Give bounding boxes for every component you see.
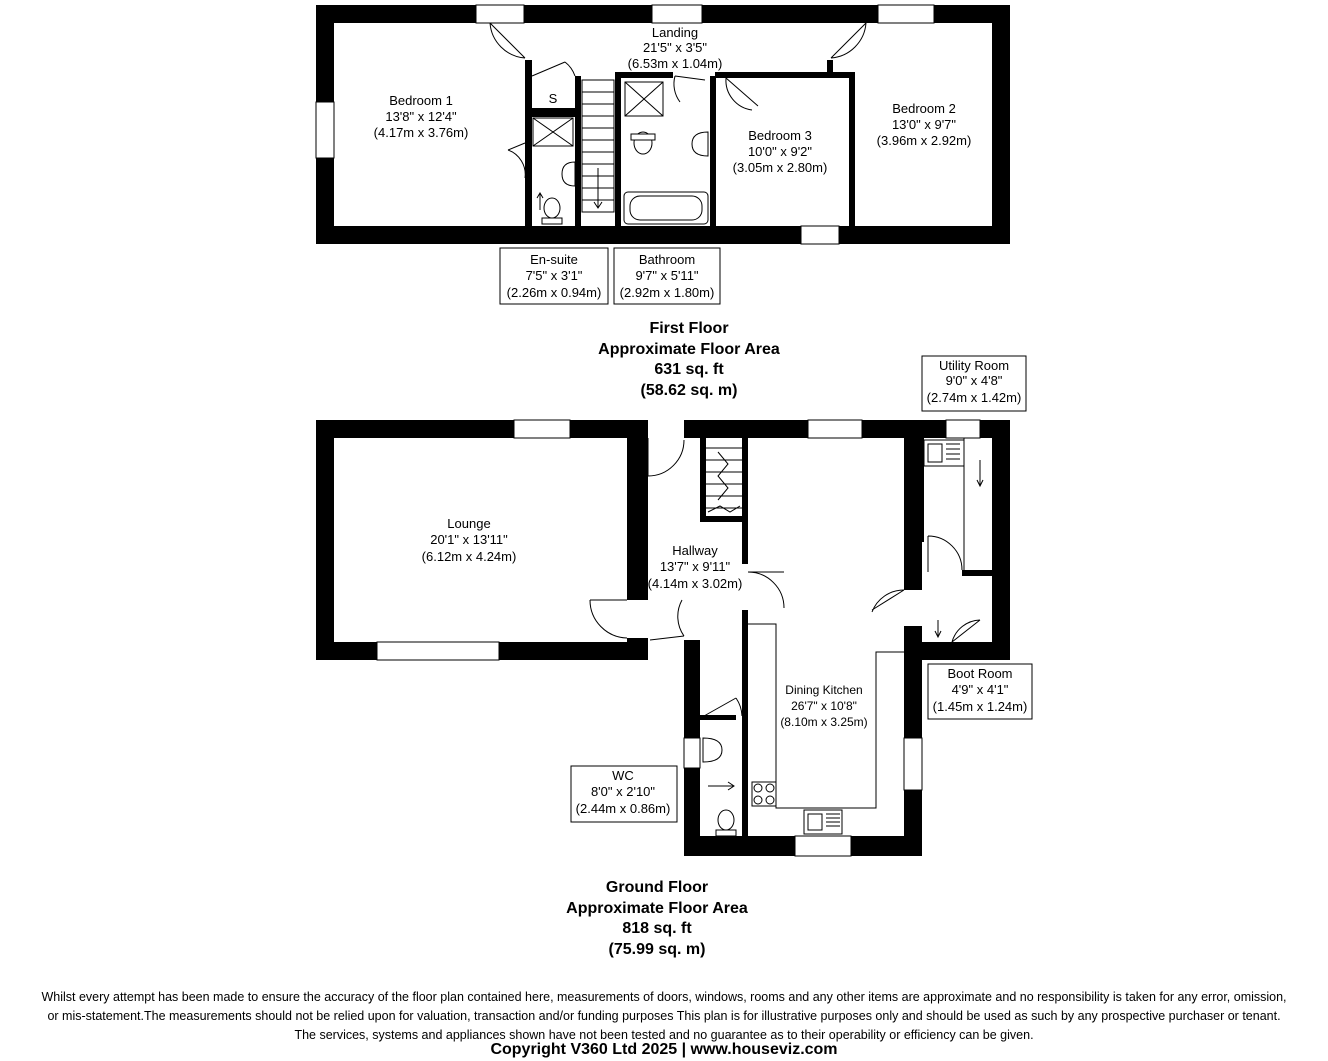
room-ensuite	[500, 248, 608, 304]
bootroom-imperial: 4'9" x 4'1"	[951, 682, 1009, 697]
room-wc	[571, 766, 677, 822]
disclaimer-line-2: or mis-statement.The measurements should not be relied upon for valuation, transaction and/or funding purposes This plan is for illustrative purposes only and should be used as such by any prospective purchaser or tenant.	[47, 1009, 1281, 1023]
ground-floor-stairs	[700, 436, 742, 522]
first-floor-wall-bed3-right	[849, 76, 855, 226]
door-lounge	[590, 600, 627, 638]
ensuite-imperial: 7'5" x 3'1"	[525, 268, 583, 283]
disclaimer	[0, 988, 1328, 1045]
door-external	[952, 620, 980, 642]
utility-wall-top-left	[922, 420, 946, 438]
door-bathroom	[674, 76, 705, 102]
hallway-kitchen-divider-upper	[742, 436, 748, 564]
first-floor-wall-landing-right	[715, 72, 855, 78]
bedroom1-name: Bedroom 1	[389, 93, 453, 108]
lounge-wall-left	[316, 420, 334, 660]
dining-kitchen-metric: (8.10m x 3.25m)	[780, 715, 868, 729]
bedroom2-metric: (3.96m x 2.92m)	[876, 133, 972, 148]
hallway-metric: (4.14m x 3.02m)	[647, 576, 743, 591]
first-floor-area-sqm: (58.62 sq. m)	[640, 382, 738, 399]
bedroom3-metric: (3.05m x 2.80m)	[732, 160, 828, 175]
first-floor-wall-bottom	[316, 226, 1010, 244]
ground-floor-area-sqm: (75.99 sq. m)	[608, 941, 706, 958]
first-floor-wall-ensuite-top	[532, 112, 575, 117]
first-floor-area-sqft: 631 sq. ft	[654, 361, 724, 378]
bedroom1-metric: (4.17m x 3.76m)	[373, 125, 469, 140]
wc-imperial: 8'0" x 2'10"	[590, 784, 656, 799]
bootroom-name: Boot Room	[947, 666, 1013, 681]
ground-floor-plan	[316, 356, 1032, 958]
first-floor-wall-bed2-left	[827, 60, 833, 78]
lounge-wall-top	[316, 420, 648, 438]
bedroom2-name: Bedroom 2	[892, 101, 956, 116]
door-bedroom2	[831, 23, 866, 58]
storage-label: S	[548, 91, 558, 106]
bathroom-basin	[692, 132, 708, 156]
disclaimer-line-1: Whilst every attempt has been made to ensure the accuracy of the floor plan contained here, measurements of doors, windows, rooms and any other items are approximate and no responsibility is taken for any error, omission,	[41, 990, 1287, 1004]
first-floor-window-bed1-top	[476, 5, 524, 23]
first-floor-wall-landing-mid	[615, 72, 673, 78]
utility-window-top	[946, 420, 980, 438]
first-floor-window-landing-top	[652, 5, 702, 23]
bathroom-name: Bathroom	[638, 252, 696, 267]
landing-name: Landing	[651, 25, 699, 40]
first-floor-summary	[598, 320, 780, 399]
kitchen-window-bottom	[795, 836, 851, 856]
bootroom-wall-bottom	[904, 642, 1010, 660]
first-floor-plan	[316, 5, 1010, 399]
kitchen-window-right	[904, 738, 922, 790]
hallway-wall-top	[684, 420, 922, 438]
bedroom3-name: Bedroom 3	[748, 128, 812, 143]
room-bedroom-3	[733, 128, 828, 175]
wc-name: WC	[612, 768, 634, 783]
lounge-name: Lounge	[447, 516, 491, 531]
first-floor-stairs	[582, 80, 614, 212]
bathroom-imperial: 9'7" x 5'11"	[635, 268, 699, 283]
room-hallway	[648, 543, 743, 591]
dining-kitchen-name: Dining Kitchen	[785, 683, 863, 697]
first-floor-area-label: Approximate Floor Area	[598, 341, 780, 358]
lounge-imperial: 20'1" x 13'11"	[430, 532, 508, 547]
door-kitchen	[748, 572, 784, 608]
room-bathroom	[614, 248, 720, 304]
utility-metric: (2.74m x 1.42m)	[926, 390, 1022, 405]
hallway-name: Hallway	[672, 543, 718, 558]
door-front	[648, 438, 684, 476]
lounge-wall-right-upper	[627, 420, 648, 600]
ground-floor-title: Ground Floor	[605, 879, 709, 896]
door-ensuite	[508, 143, 525, 178]
bootroom-wall-inner	[904, 570, 922, 590]
disclaimer-line-3: The services, systems and appliances shown have not been tested and no guarantee as to their operability or efficiency can be given.	[294, 1028, 1034, 1042]
door-storage	[532, 62, 575, 76]
kitchen-hob	[752, 782, 776, 806]
room-lounge	[422, 516, 517, 564]
bedroom2-imperial: 13'0" x 9'7"	[891, 117, 957, 132]
kitchen-wall-right-lower	[904, 790, 922, 856]
first-floor-wall-bed1-right	[525, 60, 532, 226]
wc-metric: (2.44m x 0.86m)	[575, 801, 671, 816]
kitchen-window-top	[808, 420, 862, 438]
lounge-window-top	[514, 420, 570, 438]
door-bedroom1	[490, 23, 525, 58]
first-floor-window-bed2-top	[878, 5, 934, 23]
copyright: Copyright V360 Ltd 2025 | www.houseviz.com	[490, 1041, 838, 1058]
bedroom1-imperial: 13'8" x 12'4"	[385, 109, 457, 124]
door-bedroom3	[726, 78, 758, 110]
ensuite-basin	[562, 162, 575, 186]
ensuite-metric: (2.26m x 0.94m)	[506, 285, 602, 300]
hallway-imperial: 13'7" x 9'11"	[659, 559, 731, 574]
landing-imperial: 21'5" x 3'5"	[642, 40, 708, 55]
landing-metric: (6.53m x 1.04m)	[627, 56, 723, 71]
utility-wall-right	[992, 420, 1010, 660]
ensuite-toilet	[544, 198, 560, 218]
utility-imperial: 9'0" x 4'8"	[945, 373, 1003, 388]
room-bedroom-2	[877, 101, 972, 148]
first-floor-wall-bath-left	[615, 76, 621, 226]
lounge-metric: (6.12m x 4.24m)	[421, 549, 517, 564]
ground-floor-area-sqft: 818 sq. ft	[622, 920, 692, 937]
room-bedroom-1	[374, 93, 469, 140]
dining-kitchen-imperial: 26'7" x 10'8"	[791, 699, 857, 713]
door-bootroom	[872, 590, 904, 612]
door-utility	[928, 536, 962, 572]
first-floor-wall-stair-left	[575, 76, 581, 226]
door-wc	[704, 698, 742, 716]
first-floor-title: First Floor	[649, 320, 729, 337]
room-utility	[922, 356, 1026, 411]
ground-floor-summary	[566, 879, 748, 958]
first-floor-wall-right	[992, 5, 1010, 244]
room-landing	[628, 25, 723, 71]
hallway-kitchen-divider-lower	[742, 610, 748, 836]
wc-basin	[703, 738, 722, 762]
ensuite-name: En-suite	[530, 252, 578, 267]
utility-name: Utility Room	[938, 358, 1010, 373]
room-dining-kitchen	[780, 683, 867, 729]
bedroom3-imperial: 10'0" x 9'2"	[747, 144, 813, 159]
ground-floor-area-label: Approximate Floor Area	[566, 900, 748, 917]
bootroom-metric: (1.45m x 1.24m)	[932, 699, 1028, 714]
utility-wall-bottom	[962, 570, 992, 576]
hallway-wall-left-lower	[684, 640, 700, 738]
lounge-window-bottom	[377, 642, 499, 660]
first-floor-window-bed3-bottom	[801, 226, 839, 244]
room-boot-room	[928, 664, 1032, 719]
first-floor-wall-bath-right	[710, 76, 716, 226]
lounge-wall-right-lower	[627, 638, 648, 660]
wc-window	[684, 738, 700, 768]
utility-wall-inner-left	[918, 436, 924, 542]
bathroom-metric: (2.92m x 1.80m)	[619, 285, 715, 300]
first-floor-window-bed1-left	[316, 102, 334, 158]
door-hall-lower	[650, 600, 684, 640]
wc-toilet	[718, 810, 734, 830]
